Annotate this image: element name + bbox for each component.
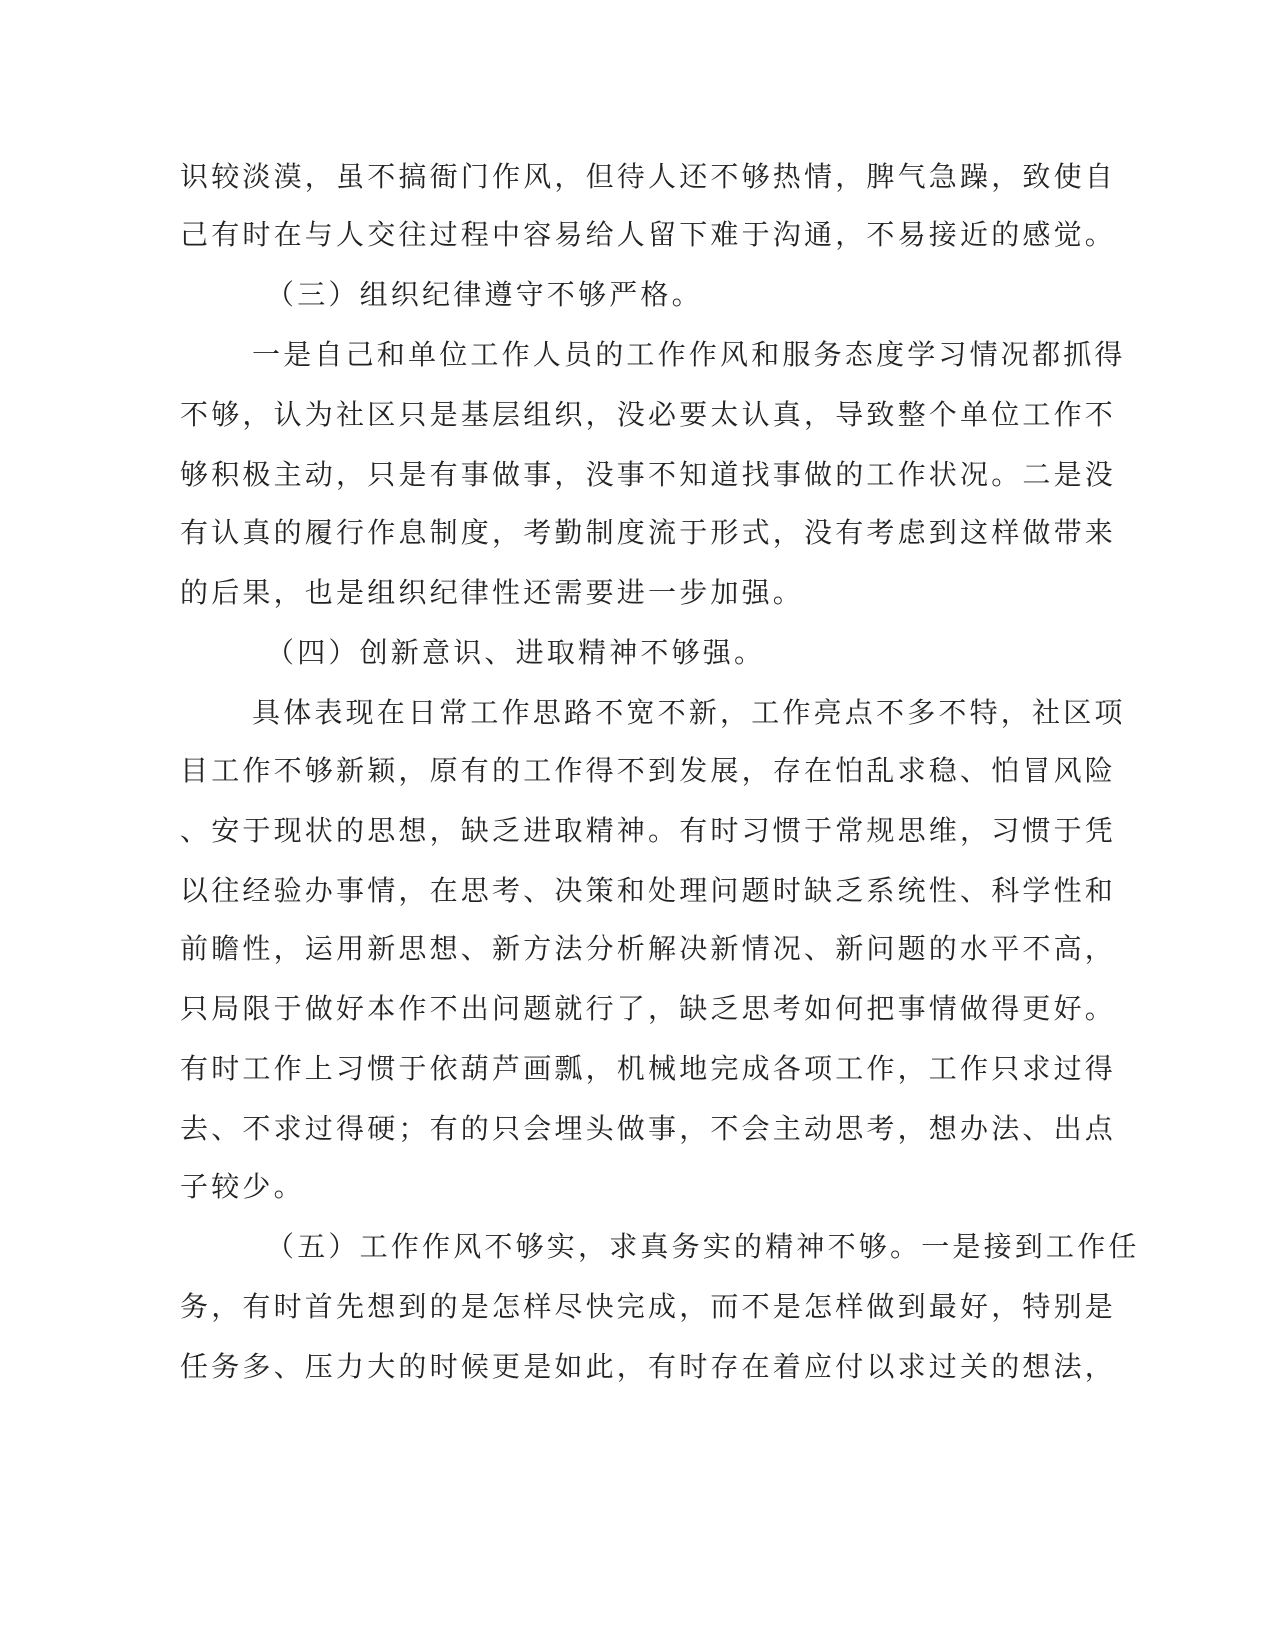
text-line: 具体表现在日常工作思路不宽不新，工作亮点不多不特，社区项: [252, 696, 1126, 729]
text-line: 子较少。: [180, 1170, 305, 1203]
text-line: 以往经验办事情，在思考、决策和处理问题时缺乏系统性、科学性和: [180, 874, 1117, 907]
text-line: 去、不求过得硬；有的只会埋头做事，不会主动思考，想办法、出点: [180, 1112, 1117, 1145]
section-heading: （三）组织纪律遵守不够严格。: [266, 278, 703, 311]
text-line: 识较淡漠，虽不搞衙门作风，但待人还不够热情，脾气急躁，致使自: [180, 160, 1117, 193]
text-line: 只局限于做好本作不出问题就行了，缺乏思考如何把事情做得更好。: [180, 992, 1117, 1025]
section-heading: （四）创新意识、进取精神不够强。: [266, 636, 766, 669]
text-line: 有时工作上习惯于依葫芦画瓢，机械地完成各项工作，工作只求过得: [180, 1052, 1117, 1085]
text-line: 一是自己和单位工作人员的工作作风和服务态度学习情况都抓得: [252, 338, 1126, 371]
text-line: 己有时在与人交往过程中容易给人留下难于沟通，不易接近的感觉。: [180, 218, 1117, 251]
text-line: 的后果，也是组织纪律性还需要进一步加强。: [180, 576, 805, 609]
text-line: 够积极主动，只是有事做事，没事不知道找事做的工作状况。二是没: [180, 458, 1117, 491]
text-line: 务，有时首先想到的是怎样尽快完成，而不是怎样做到最好，特别是: [180, 1290, 1117, 1323]
text-line: 不够，认为社区只是基层组织，没必要太认真，导致整个单位工作不: [180, 398, 1117, 431]
text-line: 目工作不够新颖，原有的工作得不到发展，存在怕乱求稳、怕冒风险: [180, 754, 1117, 787]
section-heading: （五）工作作风不够实，求真务实的精神不够。一是接到工作任: [266, 1230, 1140, 1263]
text-line: 任务多、压力大的时候更是如此，有时存在着应付以求过关的想法，: [180, 1350, 1117, 1383]
text-line: 前瞻性，运用新思想、新方法分析解决新情况、新问题的水平不高，: [180, 932, 1117, 965]
text-line: 有认真的履行作息制度，考勤制度流于形式，没有考虑到这样做带来: [180, 516, 1117, 549]
text-line: 、安于现状的思想，缺乏进取精神。有时习惯于常规思维，习惯于凭: [180, 814, 1117, 847]
